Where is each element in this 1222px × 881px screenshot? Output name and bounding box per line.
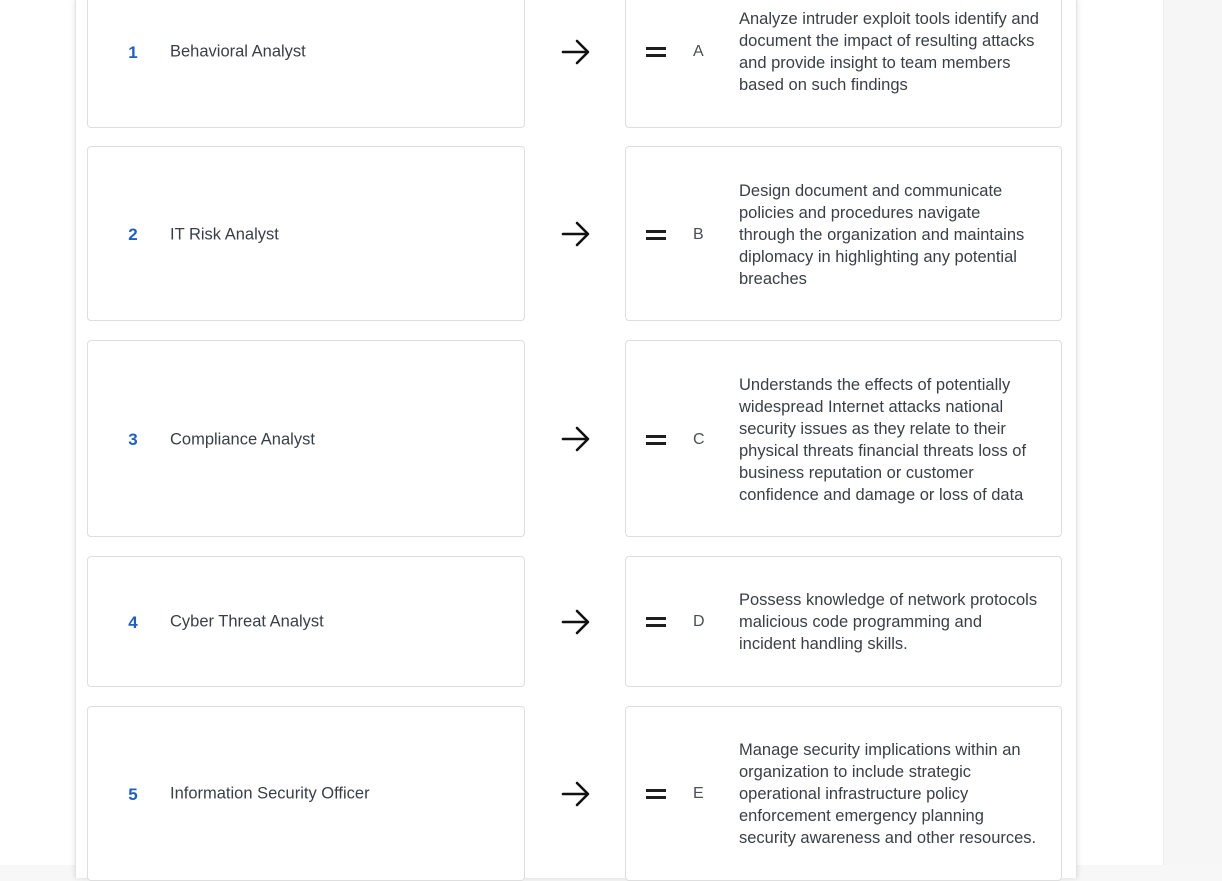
term-label: IT Risk Analyst xyxy=(170,225,279,244)
definition-card[interactable] xyxy=(625,146,1062,321)
matching-row xyxy=(0,0,1222,128)
term-label: Cyber Threat Analyst xyxy=(170,612,324,631)
matching-row xyxy=(0,340,1222,537)
term-card xyxy=(87,340,525,537)
drag-handle-icon[interactable] xyxy=(646,45,666,59)
definition-text: Understands the effects of potentially widespread Internet attacks national security issues as they relate to their physical threats financial threats loss of business reputation or customer confidence and damage or loss of data xyxy=(739,376,1027,504)
term-card xyxy=(87,556,525,687)
term-card xyxy=(87,0,525,128)
matching-row xyxy=(0,556,1222,687)
definition-letter: D xyxy=(693,613,705,630)
matching-row xyxy=(0,706,1222,881)
term-number: 4 xyxy=(128,613,138,632)
definition-text: Manage security implications within an organization to include strategic operational infrastructure policy enforcement emergency planning security awareness and other resources. xyxy=(739,741,1037,847)
arrow-right-icon xyxy=(561,219,591,249)
arrow-right-icon xyxy=(561,37,591,67)
term-card xyxy=(87,706,525,881)
definition-card[interactable] xyxy=(625,0,1062,128)
definition-letter: E xyxy=(693,785,704,802)
definition-letter: A xyxy=(693,43,704,60)
definition-letter: C xyxy=(693,431,705,448)
term-number: 3 xyxy=(128,430,138,449)
term-number: 1 xyxy=(128,43,138,62)
drag-handle-icon[interactable] xyxy=(646,228,666,242)
drag-handle-icon[interactable] xyxy=(646,433,666,447)
arrow-right-icon xyxy=(561,779,591,809)
term-label: Behavioral Analyst xyxy=(170,42,306,61)
definition-text: Analyze intruder exploit tools identify and document the impact of resulting attacks and provide insight to team members based on such findings xyxy=(739,10,1039,94)
arrow-right-icon xyxy=(561,607,591,637)
definition-card[interactable] xyxy=(625,340,1062,537)
definition-card[interactable] xyxy=(625,706,1062,881)
arrow-right-icon xyxy=(561,424,591,454)
term-label: Compliance Analyst xyxy=(170,430,315,449)
term-number: 5 xyxy=(128,785,138,804)
definition-card[interactable] xyxy=(625,556,1062,687)
definition-text: Possess knowledge of network protocols malicious code programming and incident handling skills. xyxy=(739,591,1038,653)
term-card xyxy=(87,146,525,321)
drag-handle-icon[interactable] xyxy=(646,615,666,629)
term-number: 2 xyxy=(128,225,138,244)
definition-letter: B xyxy=(693,226,704,243)
drag-handle-icon[interactable] xyxy=(646,787,666,801)
matching-row xyxy=(0,146,1222,321)
term-label: Information Security Officer xyxy=(170,784,370,803)
definition-text: Design document and communicate policies and procedures navigate through the organization and maintains diplomacy in highlighting any potential breaches xyxy=(739,182,1025,288)
